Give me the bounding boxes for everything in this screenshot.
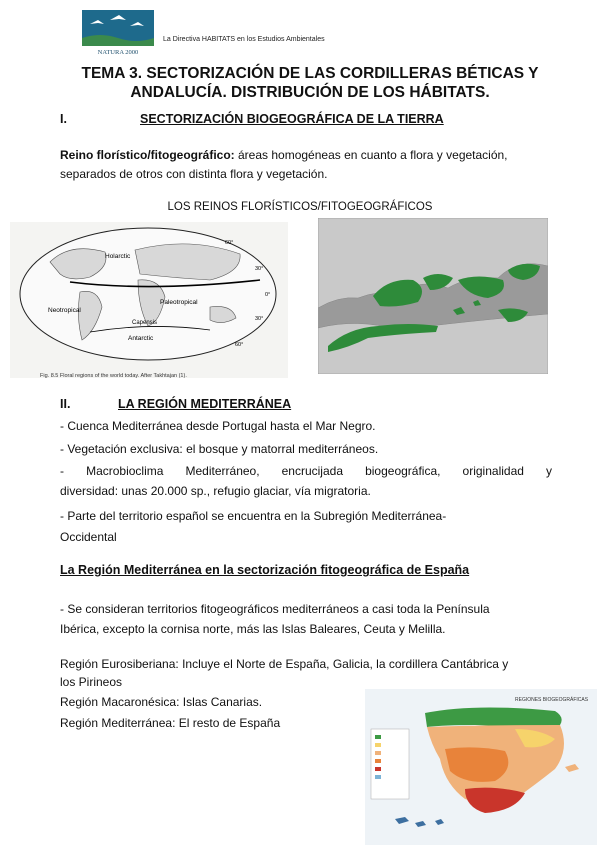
label-holarctic: Holarctic (105, 253, 131, 260)
region-eurosiberiana-line-1: Región Eurosiberiana: Incluye el Norte de España, Galicia, la cordillera Cantábrica y (60, 657, 509, 671)
world-floral-kingdoms-map (10, 222, 288, 378)
label-lat-0: 0° (265, 292, 271, 298)
mediterranean-region-map (318, 218, 548, 374)
label-lat-30s: 30° (255, 316, 264, 322)
label-lat-60n: 60° (225, 240, 234, 246)
label-capensis: Capensis (132, 320, 158, 326)
figure-caption: Fig. 8.5 Floral regions of the world today. After Takhtajan (1). (40, 373, 187, 379)
section-1-number: I. (60, 112, 67, 126)
subheading-spain: La Región Mediterránea en la sectorización fitogeográfica de España (60, 563, 470, 577)
paragraph-line-2: Ibérica, excepto la cornisa norte, más las Islas Baleares, Ceuta y Melilla. (60, 622, 446, 636)
bullet-3-line-2: diversidad: unas 20.000 sp., refugio glaciar, vía migratoria. (60, 484, 371, 498)
page-title-line-2: ANDALUCÍA. DISTRIBUCIÓN DE LOS HÁBITATS. (130, 84, 490, 101)
figure-title: LOS REINOS FLORÍSTICOS/FITOGEOGRÁFICOS (167, 201, 433, 213)
natura-2000-logo (82, 10, 154, 56)
page-title-line-1: TEMA 3. SECTORIZACIÓN DE LAS CORDILLERAS BÉTICAS Y (81, 65, 539, 82)
definition-line-2: separados de otros con distinta flora y vegetación. (60, 167, 328, 181)
bullet-4-line-1: - Parte del territorio español se encuentra en la Subregión Mediterránea- (60, 509, 447, 523)
region-macaronesica: Región Macaronésica: Islas Canarias. (60, 695, 263, 709)
paragraph-line-1: - Se consideran territorios fitogeográficos mediterráneos a casi toda la Península (60, 602, 490, 616)
definition-term: Reino florístico/fitogeográfico: (60, 148, 235, 162)
label-lat-30n: 30° (255, 266, 264, 272)
bullet-1: - Cuenca Mediterránea desde Portugal hasta el Mar Negro. (60, 419, 376, 433)
spain-biogeographic-map (365, 689, 597, 845)
label-paleotropical: Paleotropical (160, 299, 198, 306)
bullet-2: - Vegetación exclusiva: el bosque y matorral mediterráneos. (60, 442, 379, 456)
region-mediterranea: Región Mediterránea: El resto de España (60, 716, 281, 730)
label-lat-60s: 60° (235, 342, 244, 348)
definition-line-1 (60, 146, 552, 165)
bullet-3-line-1: - Macrobioclima Mediterráneo, encrucijada biogeográfica, originalidad y (60, 464, 552, 478)
label-neotropical: Neotropical (48, 307, 81, 314)
spain-map-title: REGIONES BIOGEOGRÁFICAS (515, 697, 589, 703)
svg-text:NATURA 2000: NATURA 2000 (97, 49, 139, 56)
running-header: La Directiva HABITATS en los Estudios Ambientales (163, 36, 325, 43)
section-1-heading: SECTORIZACIÓN BIOGEOGRÁFICA DE LA TIERRA (140, 112, 444, 126)
region-eurosiberiana-line-2: los Pirineos (60, 675, 123, 689)
bullet-4-line-2: Occidental (60, 530, 117, 544)
section-2-heading: LA REGIÓN MEDITERRÁNEA (118, 397, 292, 411)
definition-text: áreas homogéneas en cuanto a flora y vegetación, (234, 148, 508, 162)
label-antarctic: Antarctic (128, 335, 154, 342)
section-2-number: II. (60, 397, 71, 411)
